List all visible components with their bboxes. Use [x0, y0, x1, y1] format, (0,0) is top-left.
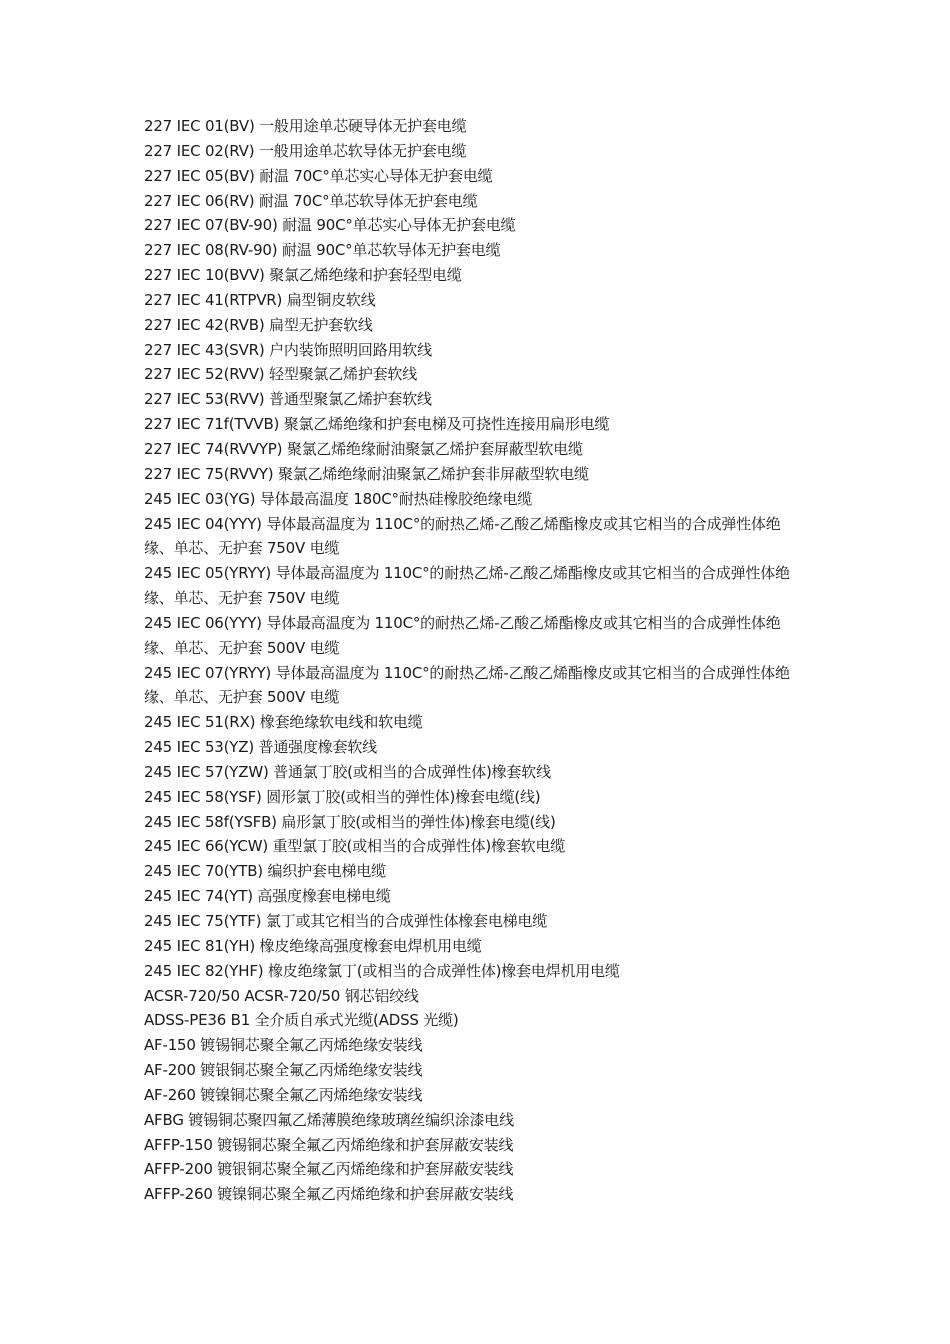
list-item: 245 IEC 70(YTB) 编织护套电梯电缆 [144, 862, 386, 881]
list-item: 227 IEC 74(RVVYP) 聚氯乙烯绝缘耐油聚氯乙烯护套屏蔽型软电缆 [144, 439, 583, 458]
list-item: 245 IEC 75(YTF) 氯丁或其它相当的合成弹性体橡套电梯电缆 [144, 912, 548, 930]
list-item: 245 IEC 82(YHF) 橡皮绝缘氯丁(或相当的合成弹性体)橡套电焊机用电缆 [144, 961, 620, 980]
list-item: 245 IEC 04(YYY) 导体最高温度为 110C°的耐热乙烯-乙酸乙烯酯橡皮或其它相当的合成弹性体绝缘、单芯、无护套 750V 电缆 [144, 514, 781, 558]
list-item: 245 IEC 53(YZ) 普通强度橡套软线 [144, 738, 377, 757]
list-item: 245 IEC 05(YRYY) 导体最高温度为 110C°的耐热乙烯-乙酸乙烯酯橡皮或其它相当的合成弹性体绝缘、单芯、无护套 750V 电缆 [144, 564, 790, 608]
list-item: AF-150 镀锡铜芯聚全氟乙丙烯绝缘安装线 [144, 1036, 423, 1055]
list-item: AF-260 镀镍铜芯聚全氟乙丙烯绝缘安装线 [144, 1085, 423, 1104]
list-item: 245 IEC 66(YCW) 重型氯丁胶(或相当的合成弹性体)橡套软电缆 [144, 837, 566, 856]
list-item: 227 IEC 52(RVV) 轻型聚氯乙烯护套软线 [144, 365, 418, 384]
list-item: ADSS-PE36 B1 全介质自承式光缆(ADSS 光缆) [144, 1011, 459, 1030]
list-item: 227 IEC 05(BV) 耐温 70C°单芯实心导体无护套电缆 [144, 166, 493, 185]
list-item: 227 IEC 02(RV) 一般用途单芯软导体无护套电缆 [144, 141, 467, 160]
cable-list [144, 114, 808, 1207]
list-item: 245 IEC 06(YYY) 导体最高温度为 110C°的耐热乙烯-乙酸乙烯酯橡皮或其它相当的合成弹性体绝缘、单芯、无护套 500V 电缆 [144, 613, 781, 657]
list-item: 227 IEC 75(RVVY) 聚氯乙烯绝缘耐油聚氯乙烯护套非屏蔽型软电缆 [144, 464, 589, 483]
list-item: 227 IEC 07(BV-90) 耐温 90C°单芯实心导体无护套电缆 [144, 216, 516, 235]
list-item: 227 IEC 41(RTPVR) 扁型铜皮软线 [144, 290, 376, 309]
list-item: 245 IEC 58(YSF) 圆形氯丁胶(或相当的弹性体)橡套电缆(线) [144, 787, 541, 806]
list-item: AFBG 镀锡铜芯聚四氟乙烯薄膜绝缘玻璃丝编织涂漆电线 [144, 1110, 514, 1129]
list-item: 245 IEC 74(YT) 高强度橡套电梯电缆 [144, 887, 391, 906]
list-item: 227 IEC 53(RVV) 普通型聚氯乙烯护套软线 [144, 390, 432, 409]
list-item: 245 IEC 81(YH) 橡皮绝缘高强度橡套电焊机用电缆 [144, 936, 482, 955]
list-item: 245 IEC 03(YG) 导体最高温度 180C°耐热硅橡胶绝缘电缆 [144, 489, 533, 508]
list-item: 227 IEC 42(RVB) 扁型无护套软线 [144, 315, 373, 334]
list-item: 227 IEC 10(BVV) 聚氯乙烯绝缘和护套轻型电缆 [144, 266, 462, 285]
list-item: AFFP-260 镀镍铜芯聚全氟乙丙烯绝缘和护套屏蔽安装线 [144, 1185, 514, 1204]
list-item: 245 IEC 51(RX) 橡套绝缘软电线和软电缆 [144, 713, 423, 732]
list-item: 245 IEC 07(YRYY) 导体最高温度为 110C°的耐热乙烯-乙酸乙烯酯橡皮或其它相当的合成弹性体绝缘、单芯、无护套 500V 电缆 [144, 663, 790, 707]
list-item: AF-200 镀银铜芯聚全氟乙丙烯绝缘安装线 [144, 1061, 423, 1080]
list-item: 245 IEC 58f(YSFB) 扁形氯丁胶(或相当的弹性体)橡套电缆(线) [144, 812, 556, 831]
list-item: 227 IEC 71f(TVVB) 聚氯乙烯绝缘和护套电梯及可挠性连接用扁形电缆 [144, 415, 610, 434]
list-item: AFFP-200 镀银铜芯聚全氟乙丙烯绝缘和护套屏蔽安装线 [144, 1160, 514, 1179]
list-item: AFFP-150 镀锡铜芯聚全氟乙丙烯绝缘和护套屏蔽安装线 [144, 1135, 514, 1154]
list-item: 227 IEC 06(RV) 耐温 70C°单芯软导体无护套电缆 [144, 191, 478, 210]
list-item: 245 IEC 57(YZW) 普通氯丁胶(或相当的合成弹性体)橡套软线 [144, 762, 551, 781]
list-item: 227 IEC 08(RV-90) 耐温 90C°单芯软导体无护套电缆 [144, 241, 501, 260]
list-item: 227 IEC 43(SVR) 户内装饰照明回路用软线 [144, 340, 432, 359]
list-item: ACSR-720/50 ACSR-720/50 钢芯铝绞线 [144, 986, 419, 1005]
list-item: 227 IEC 01(BV) 一般用途单芯硬导体无护套电缆 [144, 117, 467, 135]
